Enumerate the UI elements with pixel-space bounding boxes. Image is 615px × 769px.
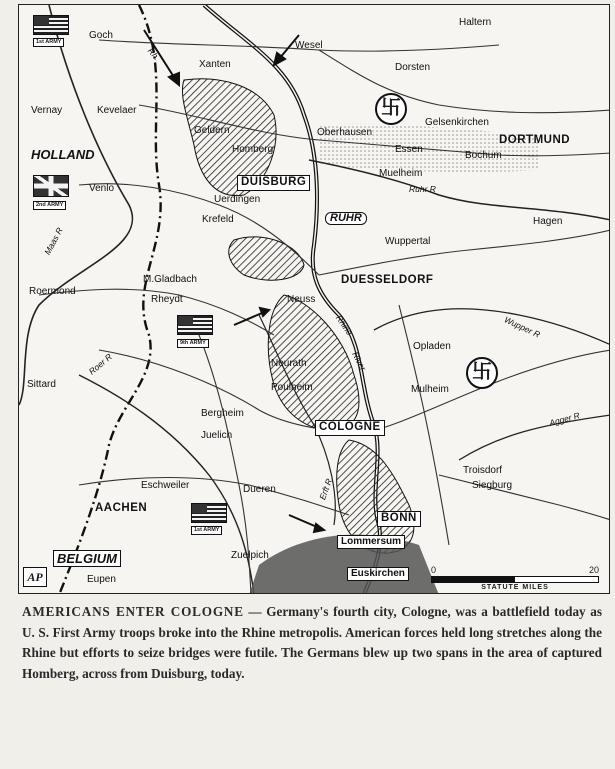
uk-flag-icon [33, 175, 69, 197]
us-flag-icon [33, 15, 69, 35]
place-m-gladbach: M.Gladbach [143, 274, 197, 285]
river-label-river: River [350, 350, 369, 373]
place-bergheim: Bergheim [201, 408, 244, 419]
place-uerdingen: Uerdingen [214, 194, 261, 205]
place-vernay: Vernay [31, 105, 63, 116]
army-label-ninth: 9th ARMY [177, 339, 209, 348]
place-dorsten: Dorsten [395, 62, 431, 73]
place-gelsenkirchen: Gelsenkirchen [425, 117, 489, 128]
place-roermond: Roermond [29, 286, 76, 297]
scale-end: 20 [588, 565, 599, 575]
place-eupen: Eupen [87, 574, 116, 585]
river-label-roer: Roer R [86, 351, 114, 377]
place-neuss: Neuss [287, 294, 316, 305]
place-cologne: COLOGNE [315, 420, 385, 436]
scale-bar [431, 565, 599, 591]
us-flag-icon [177, 315, 213, 335]
scale-bar-graphic [431, 576, 599, 583]
place-goch: Goch [89, 30, 113, 41]
place-bonn: BONN [377, 511, 421, 527]
place-siegburg: Siegburg [472, 480, 513, 491]
place-geldern: Geldern [194, 125, 230, 136]
river-label-rhine: Rhine [333, 313, 355, 338]
allied-zone-krefeld [229, 237, 304, 280]
river-label-rhine-north: Rh. [145, 45, 162, 63]
place-troisdorf: Troisdorf [463, 465, 503, 476]
place-homberg: Homberg [232, 144, 274, 155]
army-label-second: 2nd ARMY [33, 201, 66, 210]
caption-body: — Germany's fourth city, Cologne, was a battlefield today as U. S. First Army troops broke into the Rhine metropolis. American forces held long stretches along the Rhine but efforts to seize bridges were futile. The Germans blew up two spans in the area of captured Homberg, across from Duisburg, today. [22, 604, 602, 681]
place-wesel: Wesel [295, 40, 323, 51]
place-aachen: AACHEN [95, 502, 148, 514]
place-venlo: Venlo [89, 183, 115, 194]
place-oberhausen: Oberhausen [317, 127, 373, 138]
river-label-wupper: Wupper R [502, 314, 542, 340]
swastika-icon: 卐 [466, 357, 498, 389]
place-muelheim: Muelheim [379, 168, 423, 179]
caption [22, 602, 602, 684]
scale-unit: STATUTE MILES [481, 584, 549, 591]
caption-headline: AMERICANS ENTER COLOGNE [22, 604, 244, 619]
place-wuppertal: Wuppertal [385, 236, 431, 247]
place-juelich: Juelich [201, 430, 233, 441]
place-mulheim: Mulheim [411, 384, 449, 395]
country-holland: HOLLAND [31, 147, 95, 162]
river-label-maas: Maas R [42, 225, 65, 257]
scale-start: 0 [431, 565, 437, 575]
region-ruhr: RUHR [325, 212, 367, 225]
agger-river [459, 415, 610, 460]
place-essen: Essen [395, 144, 423, 155]
place-rheydt: Rheydt [151, 294, 183, 305]
us-flag-icon [191, 503, 227, 523]
place-poulheim: Poulheim [271, 382, 313, 393]
wupper-river [374, 309, 610, 345]
place-xanten: Xanten [199, 59, 231, 70]
country-belgium: BELGIUM [53, 550, 121, 567]
place-euskirchen: Euskirchen [347, 567, 409, 581]
place-neurath: Neurath [271, 358, 307, 369]
place-bochum: Bochum [465, 150, 502, 161]
river-label-ruhr: Ruhr R [409, 184, 436, 194]
place-duesseldorf: DUESSELDORF [341, 274, 434, 286]
place-kevelaer: Kevelaer [97, 105, 137, 116]
map [18, 4, 610, 594]
place-haltern: Haltern [459, 17, 492, 28]
army-label-first-north: 1st ARMY [33, 38, 64, 47]
place-eschweiler: Eschweiler [141, 480, 190, 491]
place-krefeld: Krefeld [202, 214, 234, 225]
place-dueren: Dueren [243, 484, 276, 495]
ap-logo-icon: AP [23, 567, 47, 587]
place-sittard: Sittard [27, 379, 56, 390]
swastika-icon: 卐 [375, 93, 407, 125]
river-label-erft: Erft R [317, 477, 335, 502]
place-zuelpich: Zuelpich [231, 550, 269, 561]
river-label-agger: Agger R [548, 410, 581, 428]
place-hagen: Hagen [533, 216, 563, 227]
place-opladen: Opladen [413, 341, 451, 352]
army-label-first-south: 1st ARMY [191, 526, 222, 535]
place-lommersum: Lommersum [337, 535, 405, 549]
place-duisburg: DUISBURG [237, 175, 310, 191]
place-dortmund: DORTMUND [499, 134, 571, 146]
